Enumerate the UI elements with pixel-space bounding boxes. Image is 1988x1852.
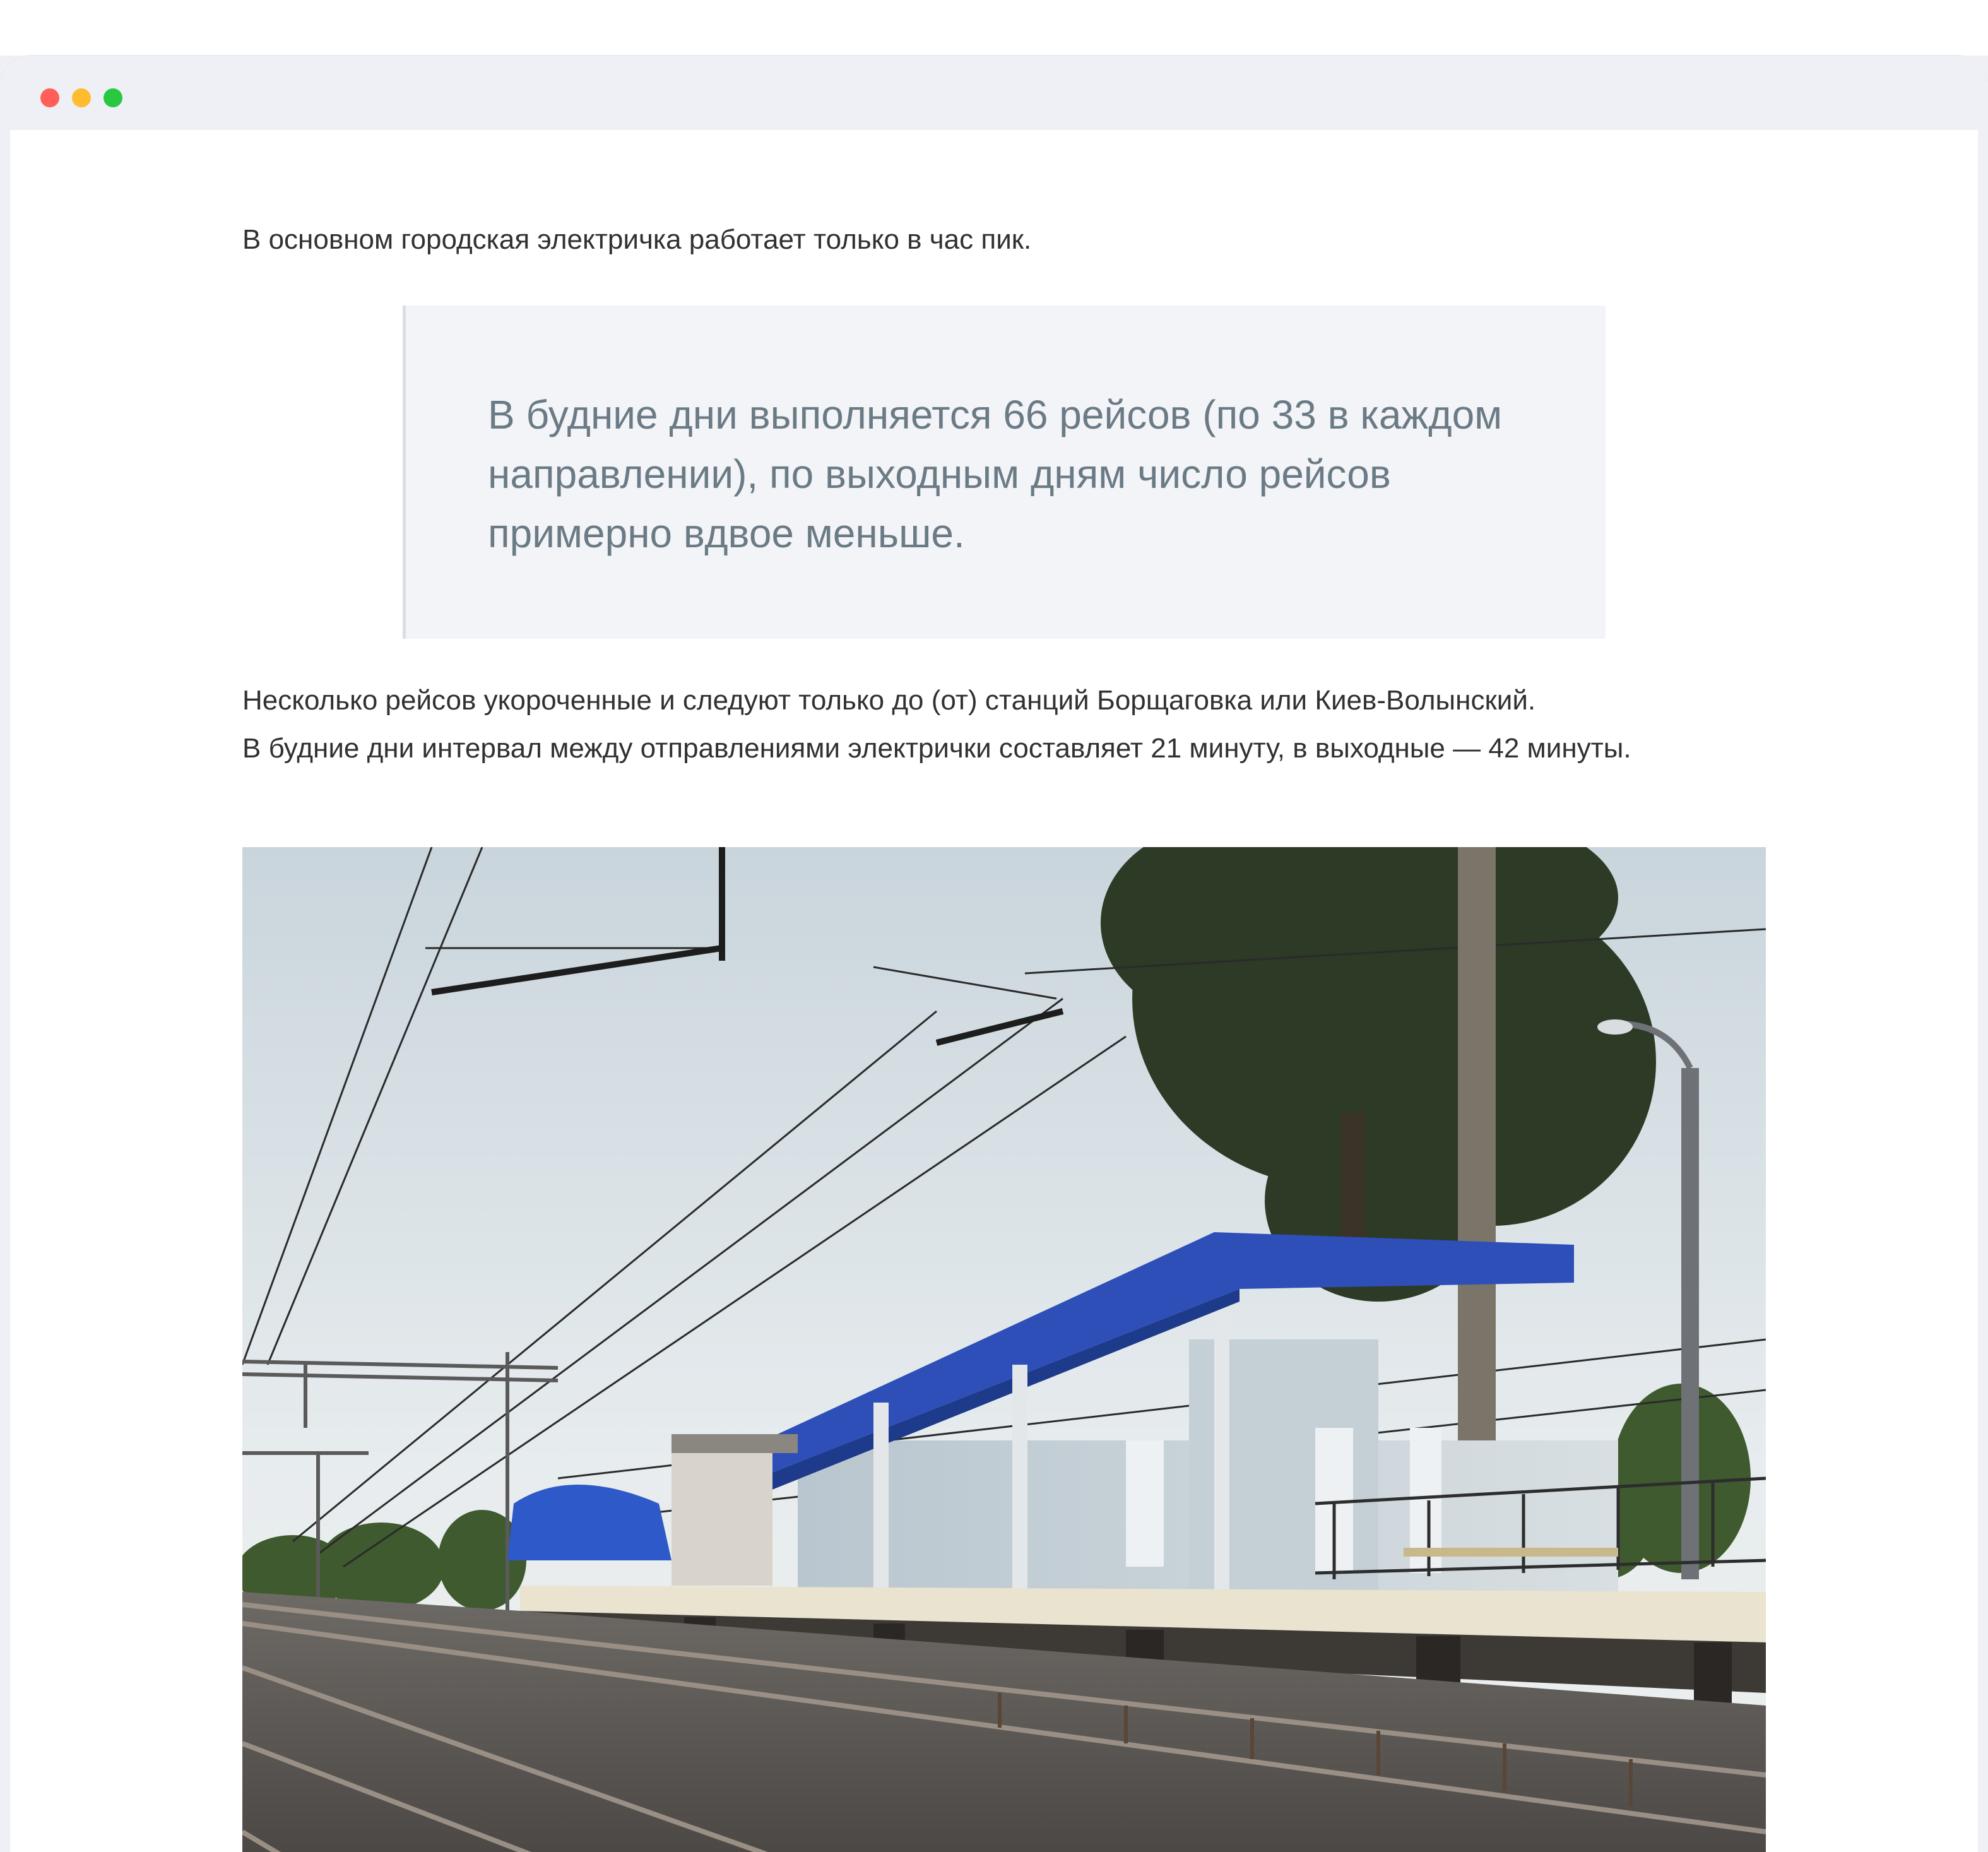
station-photo — [242, 847, 1766, 1852]
details-line-1: Несколько рейсов укороченные и следуют только до (от) станций Борщаговка или Киев-Волынский. — [242, 685, 1536, 716]
details-line-2: В будние дни интервал между отправлениями электрички составляет 21 минуту, в выходные — 42 минуты. — [242, 733, 1631, 764]
intro-paragraph: В основном городская электричка работает только в час пик. — [242, 224, 1032, 255]
maximize-window-button[interactable] — [104, 88, 122, 107]
close-window-button[interactable] — [40, 88, 59, 107]
blockquote — [403, 306, 1606, 639]
window-frame-left — [0, 130, 10, 1852]
window-titlebar — [0, 56, 1988, 130]
window-frame-right — [1978, 130, 1988, 1852]
minimize-window-button[interactable] — [72, 88, 91, 107]
article-content — [10, 130, 1978, 1852]
blockquote-text: В будние дни выполняется 66 рейсов (по 33 в каждом направлении), по выходным дням число рейсов примерно вдвое меньше. — [488, 392, 1503, 556]
browser-window — [0, 56, 1988, 1852]
details-paragraph — [242, 677, 1782, 773]
station-photo-image — [242, 847, 1766, 1852]
